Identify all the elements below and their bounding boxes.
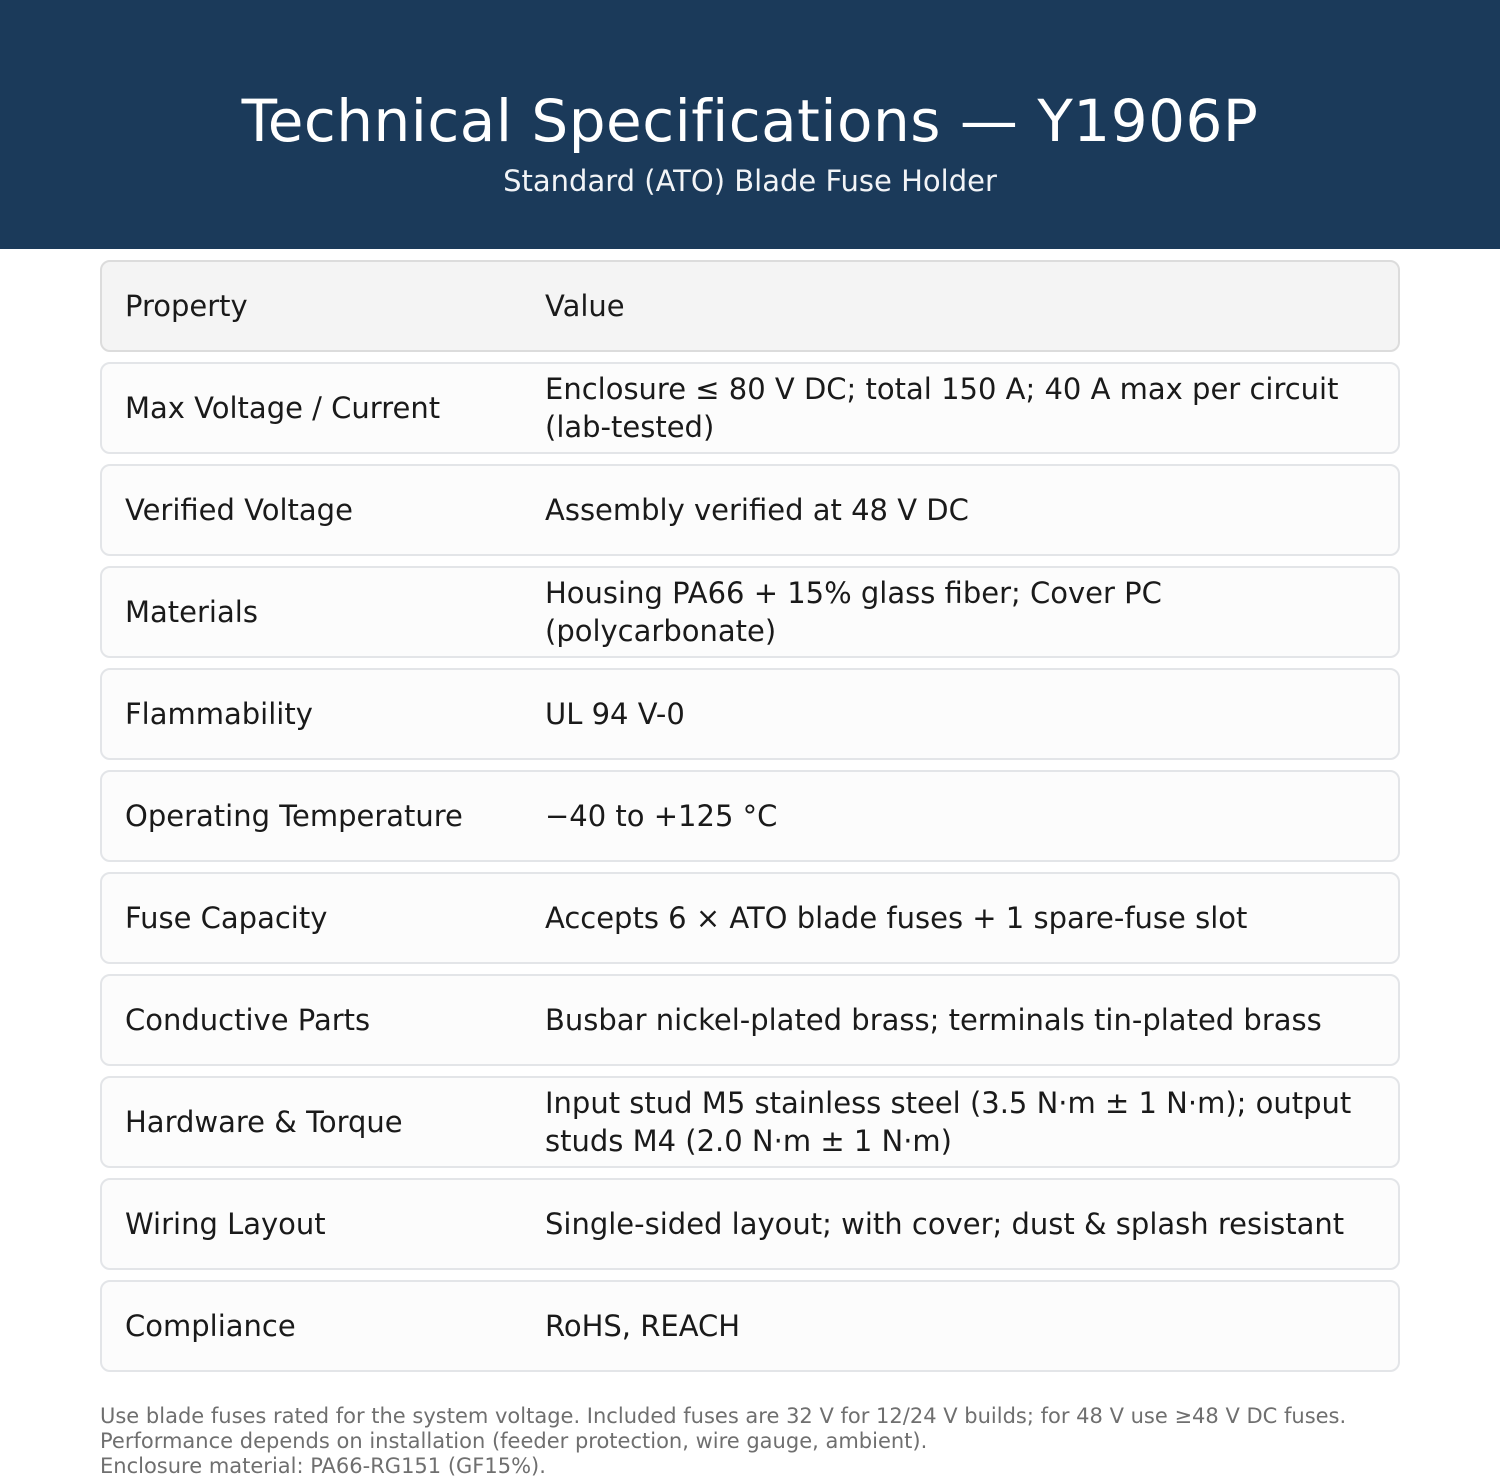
property-cell: Materials: [125, 595, 258, 629]
table-row: [100, 974, 1400, 1066]
table-row: [100, 1076, 1400, 1168]
page-subtitle: Standard (ATO) Blade Fuse Holder: [503, 164, 997, 198]
property-cell: Fuse Capacity: [125, 901, 328, 935]
page-header: [0, 0, 1500, 249]
table-row: [100, 770, 1400, 862]
footnote-line: Performance depends on installation (feeder protection, wire gauge, ambient).: [100, 1429, 928, 1453]
value-cell: UL 94 V-0: [545, 697, 685, 731]
value-cell: Single-sided layout; with cover; dust & splash resistant: [545, 1207, 1345, 1241]
footnote-line: Enclosure material: PA66-RG151 (GF15%).: [100, 1454, 546, 1478]
property-cell: Wiring Layout: [125, 1207, 326, 1241]
spec-table: [100, 260, 1400, 1382]
column-header-value: Value: [545, 289, 625, 323]
footnotes: [100, 1404, 1490, 1479]
table-row: [100, 872, 1400, 964]
value-cell: −40 to +125 °C: [545, 799, 778, 833]
table-row: [100, 566, 1400, 658]
property-cell: Flammability: [125, 697, 313, 731]
value-cell: Busbar nickel-plated brass; terminals tin-plated brass: [545, 1003, 1322, 1037]
property-cell: Operating Temperature: [125, 799, 463, 833]
property-cell: Max Voltage / Current: [125, 391, 441, 425]
value-cell: Housing PA66 + 15% glass fiber; Cover PC (polycarbonate): [545, 576, 1162, 648]
table-row: [100, 1280, 1400, 1372]
property-cell: Conductive Parts: [125, 1003, 371, 1037]
property-cell: Compliance: [125, 1309, 296, 1343]
table-row: [100, 668, 1400, 760]
table-row: [100, 1178, 1400, 1270]
property-cell: Hardware & Torque: [125, 1105, 403, 1139]
value-cell: Enclosure ≤ 80 V DC; total 150 A; 40 A max per circuit (lab-tested): [545, 372, 1339, 444]
table-row: [100, 362, 1400, 454]
value-cell: Accepts 6 × ATO blade fuses + 1 spare-fuse slot: [545, 901, 1248, 935]
footnote-line: Use blade fuses rated for the system voltage. Included fuses are 32 V for 12/24 V builds; for 48 V use ≥48 V DC fuses.: [100, 1404, 1347, 1428]
value-cell: Input stud M5 stainless steel (3.5 N·m ± 1 N·m); output studs M4 (2.0 N·m ± 1 N·m): [545, 1086, 1352, 1158]
table-row: [100, 464, 1400, 556]
property-cell: Verified Voltage: [125, 493, 353, 527]
page-title: Technical Specifications — Y1906P: [241, 87, 1259, 155]
value-cell: Assembly verified at 48 V DC: [545, 493, 969, 527]
column-header-property: Property: [125, 289, 248, 323]
table-header-row: [100, 260, 1400, 352]
value-cell: RoHS, REACH: [545, 1309, 741, 1343]
